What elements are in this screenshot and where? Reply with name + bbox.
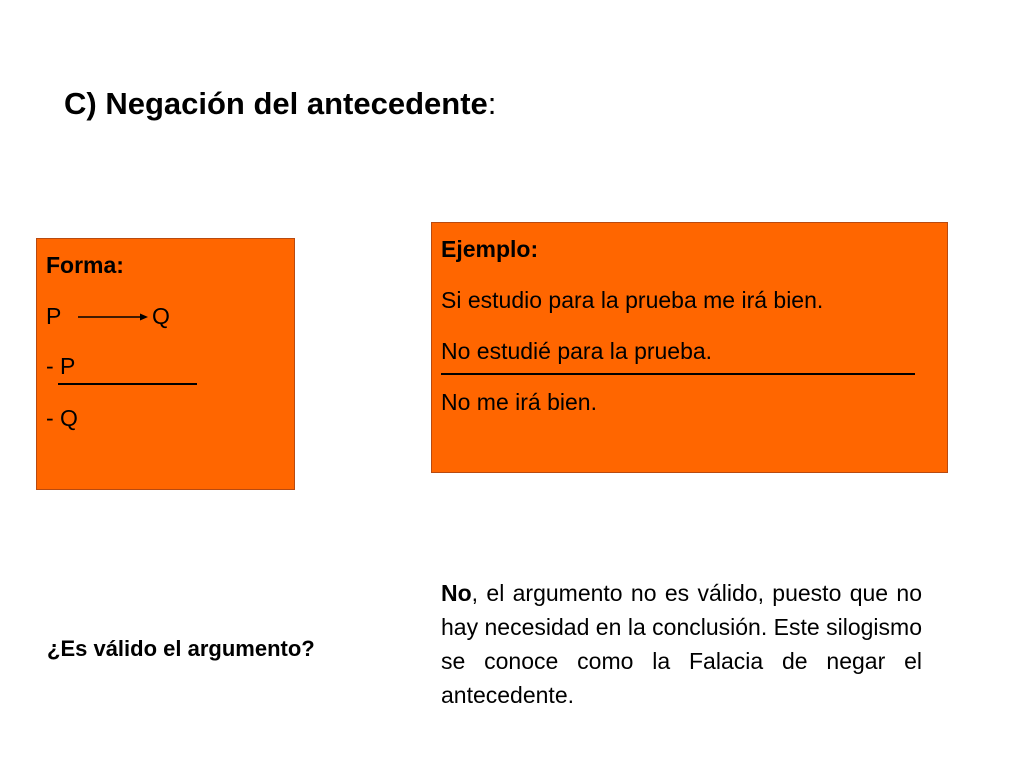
- slide-title-text: C) Negación del antecedente: [64, 86, 488, 121]
- slide-title: [64, 84, 496, 124]
- ejemplo-premise-1: Si estudio para la prueba me irá bien.: [441, 287, 824, 313]
- forma-premise-q: Q: [152, 303, 170, 329]
- validity-question: ¿Es válido el argumento?: [47, 636, 315, 661]
- slide-title-colon: :: [487, 86, 497, 121]
- answer-body: , el argumento no es válido, puesto que no hay necesidad en la conclusión. Este silogismo se conoce como la Falacia de negar el antecedente.: [441, 580, 922, 708]
- answer-lead: No: [441, 580, 472, 606]
- forma-conclusion-rule: [58, 383, 197, 385]
- ejemplo-heading: Ejemplo:: [441, 236, 539, 262]
- ejemplo-conclusion: No me irá bien.: [441, 389, 597, 415]
- validity-answer: [441, 576, 922, 712]
- forma-premise-p: P: [46, 303, 62, 329]
- right-arrow-icon: [78, 312, 148, 322]
- forma-conclusion: - Q: [46, 405, 78, 431]
- forma-heading: Forma:: [46, 252, 124, 278]
- ejemplo-premise-2: No estudié para la prueba.: [441, 338, 713, 364]
- ejemplo-conclusion-rule: [441, 373, 915, 375]
- forma-premise-not-p: - P: [46, 353, 76, 379]
